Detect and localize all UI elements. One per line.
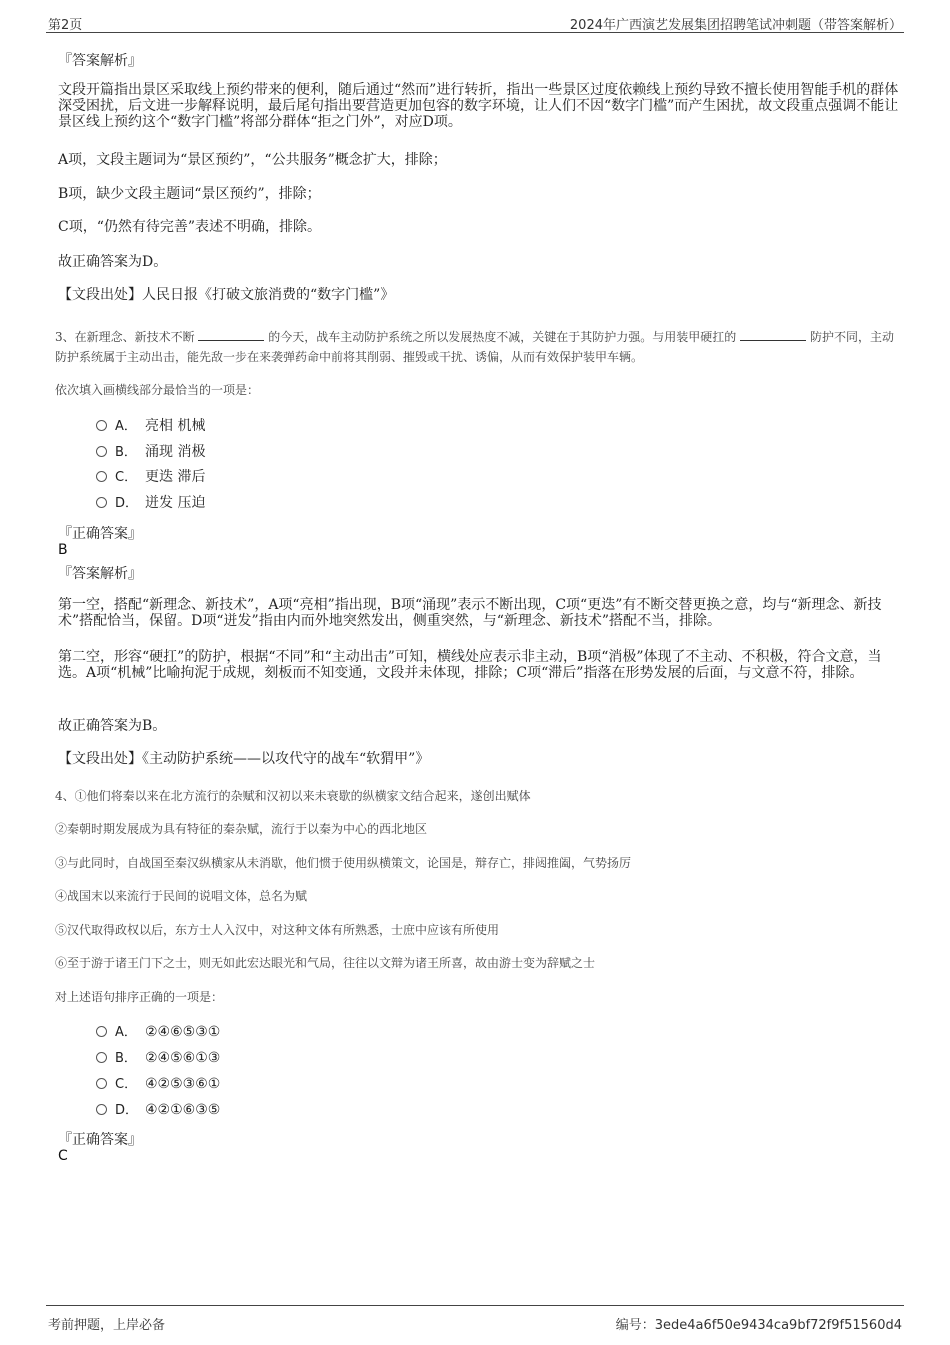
q4-sentence-4: ④战国末以来流行于民间的说唱文体，总名为赋 [55,889,308,903]
option-text: ④②①⑥③⑤ [145,1102,221,1118]
option-letter: B． [115,1051,137,1066]
q4-option-d[interactable] [96,1100,220,1120]
q3-stem-part3: 防护不同，主动防护系统属于主动出击，能先敌一步在来袭弹药命中前将其削弱、摧毁或干扰、诱偏，从而有效保护装甲车辆。 [55,330,894,364]
radio-button-icon[interactable] [96,1052,107,1063]
option-letter: B． [115,445,137,460]
option-letter: A． [115,419,137,434]
radio-button-icon[interactable] [96,471,107,482]
option-text: ④②⑤③⑥① [145,1076,221,1092]
radio-button-icon[interactable] [96,446,107,457]
q4-sentence-2: ②秦朝时期发展成为具有特征的秦杂赋，流行于以秦为中心的西北地区 [55,822,428,836]
q3-blank-1 [198,328,264,341]
q3-answer: B [58,542,68,558]
q3-conclusion: 故正确答案为B。 [58,718,167,734]
q3-analysis-para1: 第一空，搭配“新理念、新技术”，A项“亮相”指出现，B项“涌现”表示不断出现，C项“更迭”有不断交替更换之意，均与“新理念、新技术”搭配恰当，保留。D项“迸发”指由内而外地突然发出，侧重突然，与“新理念、新技术”搭配不当，排除。 [58,597,882,629]
q3-analysis-label: 『答案解析』 [58,566,142,582]
option-letter: D． [115,1103,139,1118]
q4-answer: C [58,1148,68,1164]
option-text: ②④⑥⑤③① [145,1024,221,1040]
option-text: 迸发 压迫 [145,495,206,511]
document-id: 编号：3ede4a6f50e9434ca9bf72f9f51560d4 [615,1318,902,1333]
q4-sentence-5: ⑤汉代取得政权以后，东方士人入汉中，对这种文体有所熟悉，士庶中应该有所使用 [55,923,500,937]
q2-analysis-label: 『答案解析』 [58,53,142,69]
q4-sentence-1: 4、①他们将秦以来在北方流行的杂赋和汉初以来未衰歇的纵横家文结合起来，遂创出赋体 [55,789,531,803]
radio-button-icon[interactable] [96,1026,107,1037]
q4-option-b[interactable] [96,1048,220,1068]
q3-option-c[interactable] [96,467,205,487]
option-text: 涌现 消极 [145,444,206,460]
q4-option-c[interactable] [96,1074,220,1094]
q3-option-a[interactable] [96,416,205,436]
q4-correct-label: 『正确答案』 [58,1132,142,1148]
option-letter: C． [115,470,138,485]
q3-stem-part1: 3、在新理念、新技术不断 [55,330,195,344]
q3-prompt: 依次填入画横线部分最恰当的一项是： [55,383,260,397]
q4-sentence-6: ⑥至于游于诸王门下之士，则无如此宏达眼光和气局，往往以文辩为诸王所喜，故由游士变为辞赋之士 [55,956,596,970]
q3-option-d[interactable] [96,493,205,513]
footer-slogan: 考前押题，上岸必备 [48,1318,166,1333]
q3-blank-2 [740,328,806,341]
document-title: 2024年广西演艺发展集团招聘笔试冲刺题（带答案解析） [569,18,902,33]
option-text: ②④⑤⑥①③ [145,1050,221,1066]
q4-option-a[interactable] [96,1022,220,1042]
q2-source: 【文段出处】人民日报《打破文旅消费的“数字门槛”》 [58,287,395,303]
q2-conclusion: 故正确答案为D。 [58,254,168,270]
q2-analysis-para2: A项，文段主题词为“景区预约”，“公共服务”概念扩大，排除； [58,152,447,168]
option-letter: D． [115,496,139,511]
q2-analysis-para4: C项，“仍然有待完善”表述不明确，排除。 [58,219,322,235]
q3-analysis-para2: 第二空，形容“硬扛”的防护，根据“不同”和“主动出击”可知，横线处应表示非主动，B项“消极”体现了不主动、不积极，符合文意，当选。A项“机械”比喻拘泥于成规，刻板而不知变通，文段并未体现，排除；C项“滞后”指落在形势发展的后面，与文意不符，排除。 [58,649,882,681]
q4-prompt: 对上述语句排序正确的一项是： [55,990,224,1004]
q3-stem-part2: 的今天，战车主动防护系统之所以发展热度不减，关键在于其防护力强。与用装甲硬扛的 [268,330,737,344]
radio-button-icon[interactable] [96,1078,107,1089]
q4-sentence-3: ③与此同时，自战国至秦汉纵横家从未消歇，他们惯于使用纵横策文，论国是，辩存亡，排闼推阖，气势扬厉 [55,856,632,870]
option-text: 亮相 机械 [145,418,206,434]
radio-button-icon[interactable] [96,497,107,508]
q2-analysis-para1: 文段开篇指出景区采取线上预约带来的便利，随后通过“然而”进行转折，指出一些景区过度依赖线上预约导致不擅长使用智能手机的群体深受困扰，后文进一步解释说明，最后尾句指出要营造更加包容的数字环境，让人们不因“数字门槛”而产生困扰，故文段重点强调不能让景区线上预约这个“数字门槛”将部分群体“拒之门外”，对应D项。 [58,82,899,130]
q3-correct-label: 『正确答案』 [58,526,142,542]
q3-source: 【文段出处】《主动防护系统——以攻代守的战车“软猬甲”》 [58,751,430,767]
q3-option-b[interactable] [96,442,205,462]
page-footer [46,1305,904,1336]
q3-stem [55,327,905,367]
option-letter: A． [115,1025,137,1040]
radio-button-icon[interactable] [96,420,107,431]
q2-analysis-para3: B项，缺少文段主题词“景区预约”，排除； [58,186,321,202]
option-text: 更迭 滞后 [145,469,206,485]
page-header [46,12,904,33]
page-number: 第2页 [48,18,83,33]
radio-button-icon[interactable] [96,1104,107,1115]
option-letter: C． [115,1077,138,1092]
